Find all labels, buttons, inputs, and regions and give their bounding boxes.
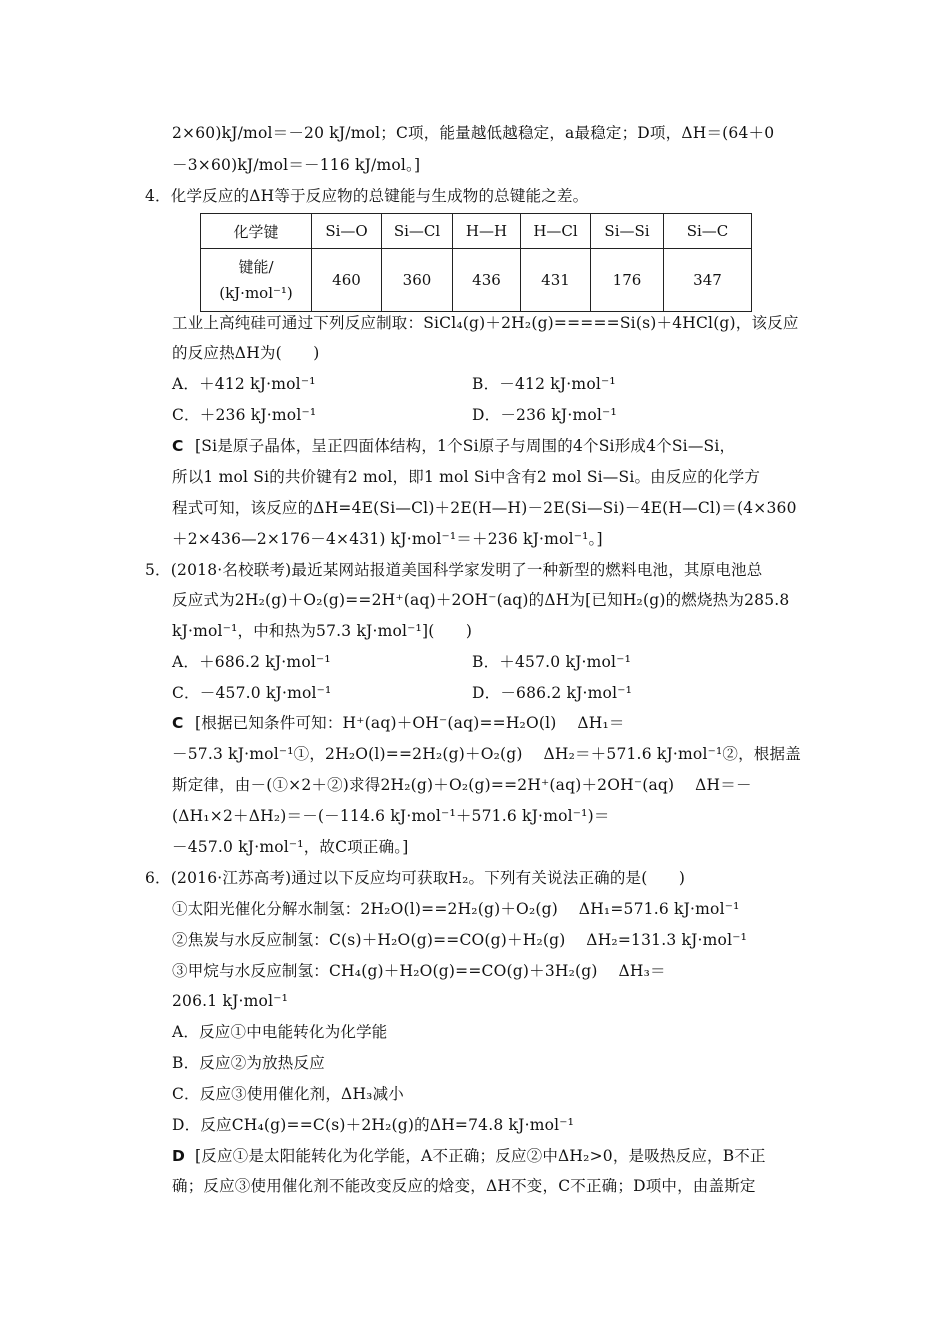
answer-explanation: 确；反应③使用催化剂不能改变反应的焓变，ΔH不变，C不正确；D项中，由盖斯定 [172, 1177, 756, 1195]
table-header-row [201, 214, 752, 249]
answer-letter: C [172, 714, 184, 732]
option-d: D．－236 kJ·mol⁻¹ [472, 406, 617, 424]
question-5-text: 反应式为2H₂(g)＋O₂(g)==2H⁺(aq)＋2OH⁻(aq)的ΔH为[已知H₂(g)的燃烧热为285.8 [172, 591, 790, 609]
table-bond-cell: Si—O [312, 214, 382, 249]
answer-letter: D [172, 1147, 186, 1165]
table-row-label-line1: 键能/ [238, 258, 274, 276]
reaction-3-value: 206.1 kJ·mol⁻¹ [172, 992, 289, 1010]
answer-letter: C [172, 437, 184, 455]
option-b: B．反应②为放热反应 [172, 1054, 325, 1072]
answer-explanation: ＋2×436—2×176－4×431) kJ·mol⁻¹＝＋236 kJ·mol⁻¹。] [172, 530, 603, 548]
question-5-stem: 5．(2018·名校联考)最近某网站报道美国科学家发明了一种新型的燃料电池，其原电池总 [145, 561, 763, 579]
answer-explanation: －457.0 kJ·mol⁻¹，故C项正确。] [172, 838, 409, 856]
answer-explanation: 斯定律，由－(①×2＋②)求得2H₂(g)＋O₂(g)==2H⁺(aq)＋2OH⁻(aq) ΔH＝－ [172, 776, 752, 794]
question-4-text: 的反应热ΔH为( ) [172, 344, 320, 362]
option-d: D．－686.2 kJ·mol⁻¹ [472, 684, 633, 702]
bond-energy-table [200, 213, 752, 312]
reaction-1: ①太阳光催化分解水制氢：2H₂O(l)==2H₂(g)＋O₂(g) ΔH₁=571.6 kJ·mol⁻¹ [172, 900, 740, 918]
option-c: C．－457.0 kJ·mol⁻¹ [172, 684, 332, 702]
reaction-2: ②焦炭与水反应制氢：C(s)＋H₂O(g)==CO(g)＋H₂(g) ΔH₂=131.3 kJ·mol⁻¹ [172, 931, 748, 949]
table-bond-cell: H—H [453, 214, 521, 249]
answer-explanation: [根据已知条件可知：H⁺(aq)＋OH⁻(aq)==H₂O(l) ΔH₁＝ [195, 714, 625, 732]
answer-explanation: 所以1 mol Si的共价键有2 mol，即1 mol Si中含有2 mol Si—Si。由反应的化学方 [172, 468, 761, 486]
option-c: C．反应③使用催化剂，ΔH₃减小 [172, 1085, 404, 1103]
text-line: －3×60)kJ/mol＝－116 kJ/mol。] [172, 156, 421, 174]
answer-explanation: (ΔH₁×2＋ΔH₂)＝－(－114.6 kJ·mol⁻¹＋571.6 kJ·mol⁻¹)＝ [172, 807, 610, 825]
option-a: A．＋412 kJ·mol⁻¹ [172, 375, 316, 393]
text-line: 2×60)kJ/mol＝－20 kJ/mol；C项，能量越低越稳定，a最稳定；D项，ΔH＝(64＋0 [172, 124, 775, 142]
answer-explanation: －57.3 kJ·mol⁻¹①，2H₂O(l)==2H₂(g)＋O₂(g) ΔH₂＝＋571.6 kJ·mol⁻¹②，根据盖 [172, 745, 801, 763]
answer-explanation: 程式可知，该反应的ΔH=4E(Si—Cl)＋2E(H—H)－2E(Si—Si)－4E(H—Cl)＝(4×360 [172, 499, 797, 517]
table-bond-cell: H—Cl [521, 214, 591, 249]
answer-explanation: [Si是原子晶体，呈正四面体结构，1个Si原子与周围的4个Si形成4个Si—Si， [195, 437, 736, 455]
question-4-text: 工业上高纯硅可通过下列反应制取：SiCl₄(g)＋2H₂(g)=====Si(s)＋4HCl(g)，该反应 [172, 314, 799, 332]
option-c: C．＋236 kJ·mol⁻¹ [172, 406, 317, 424]
question-5-text: kJ·mol⁻¹，中和热为57.3 kJ·mol⁻¹]( ) [172, 622, 473, 640]
table-value-cell: 436 [453, 249, 521, 312]
table-value-row [201, 249, 752, 312]
table-bond-cell: Si—Cl [382, 214, 453, 249]
reaction-3: ③甲烷与水反应制氢：CH₄(g)＋H₂O(g)==CO(g)＋3H₂(g) ΔH₃＝ [172, 962, 666, 980]
table-value-cell: 347 [664, 249, 752, 312]
table-bond-cell: Si—C [664, 214, 752, 249]
table-value-cell: 460 [312, 249, 382, 312]
option-b: B．＋457.0 kJ·mol⁻¹ [472, 653, 632, 671]
question-6-stem: 6．(2016·江苏高考)通过以下反应均可获取H₂。下列有关说法正确的是( ) [145, 869, 686, 887]
table-value-cell: 176 [591, 249, 664, 312]
table-row-label-line2: (kJ·mol⁻¹) [219, 284, 293, 302]
table-value-cell: 431 [521, 249, 591, 312]
option-a: A．＋686.2 kJ·mol⁻¹ [172, 653, 331, 671]
option-d: D．反应CH₄(g)==C(s)＋2H₂(g)的ΔH=74.8 kJ·mol⁻¹ [172, 1116, 575, 1134]
option-b: B．－412 kJ·mol⁻¹ [472, 375, 616, 393]
table-header-label: 化学键 [201, 214, 312, 249]
table-value-cell: 360 [382, 249, 453, 312]
question-4-stem: 4．化学反应的ΔH等于反应物的总键能与生成物的总键能之差。 [145, 187, 589, 205]
answer-explanation: [反应①是太阳能转化为化学能，A不正确；反应②中ΔH₂>0，是吸热反应，B不正 [195, 1147, 766, 1165]
table-bond-cell: Si—Si [591, 214, 664, 249]
option-a: A．反应①中电能转化为化学能 [172, 1023, 388, 1041]
table-row-label [201, 249, 312, 312]
